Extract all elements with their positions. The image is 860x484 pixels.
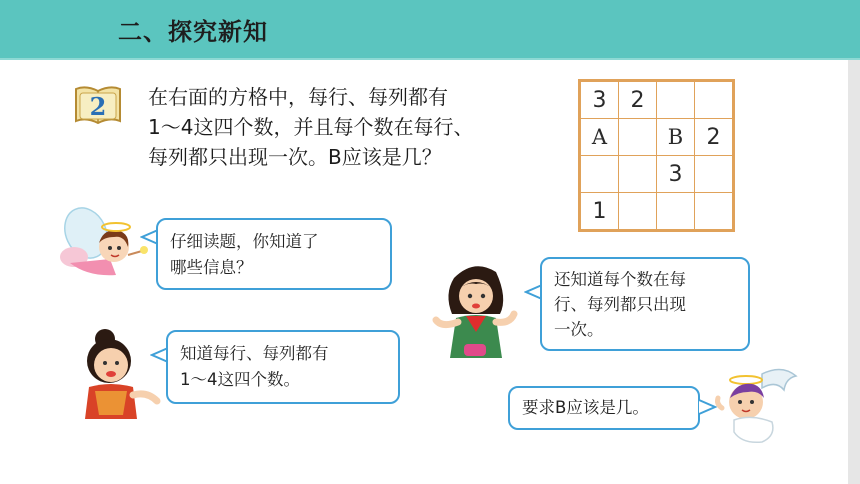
- right-edge-strip: [848, 60, 860, 484]
- bubble-line: 哪些信息？: [170, 258, 253, 277]
- bubble-line: 还知道每个数在每: [554, 270, 686, 289]
- bubble-line: 知道每行、每列都有: [180, 344, 329, 363]
- grid-cell: [619, 119, 657, 156]
- girl-character-icon: [75, 325, 170, 420]
- problem-line: 1～4这四个数，并且每个数在每行、: [148, 115, 474, 139]
- speech-bubble-fairy: [156, 218, 392, 290]
- section-header: [0, 0, 860, 60]
- grid-cell: [580, 156, 619, 193]
- grid-cell: [619, 193, 657, 231]
- number-grid: [578, 79, 735, 232]
- fairy-character-icon: [58, 205, 148, 290]
- bubble-line: 1～4这四个数。: [180, 370, 300, 389]
- speech-bubble-girl-left: [166, 330, 400, 404]
- grid-cell: [657, 193, 695, 231]
- grid-cell-a: A: [580, 119, 619, 156]
- problem-line: 每列都只出现一次。B应该是几？: [148, 145, 442, 169]
- girl-character-icon: [428, 258, 528, 368]
- grid-cell: [695, 193, 734, 231]
- grid-cell: 2: [695, 119, 734, 156]
- grid-cell: 3: [580, 81, 619, 119]
- bubble-line: 仔细读题，你知道了: [170, 232, 319, 251]
- grid-cell-b: B: [657, 119, 695, 156]
- speech-bubble-girl-right: [540, 257, 750, 351]
- bubble-line: 行、每列都只出现: [554, 295, 686, 314]
- badge-number: 2: [89, 92, 107, 121]
- grid-cell: [657, 81, 695, 119]
- grid-cell: 1: [580, 193, 619, 231]
- speech-bubble-angel: [508, 386, 700, 430]
- grid-cell: [619, 156, 657, 193]
- grid-cell: 3: [657, 156, 695, 193]
- bubble-line: 一次。: [554, 320, 604, 339]
- angel-character-icon: [712, 364, 804, 448]
- grid-cell: [695, 156, 734, 193]
- bubble-line: 要求B应该是几。: [522, 398, 649, 417]
- grid-cell: [695, 81, 734, 119]
- book-badge-icon: [72, 83, 124, 127]
- section-title: 二、探究新知: [118, 18, 268, 46]
- problem-line: 在右面的方格中，每行、每列都有: [148, 85, 448, 109]
- grid-cell: 2: [619, 81, 657, 119]
- problem-text: [148, 82, 568, 172]
